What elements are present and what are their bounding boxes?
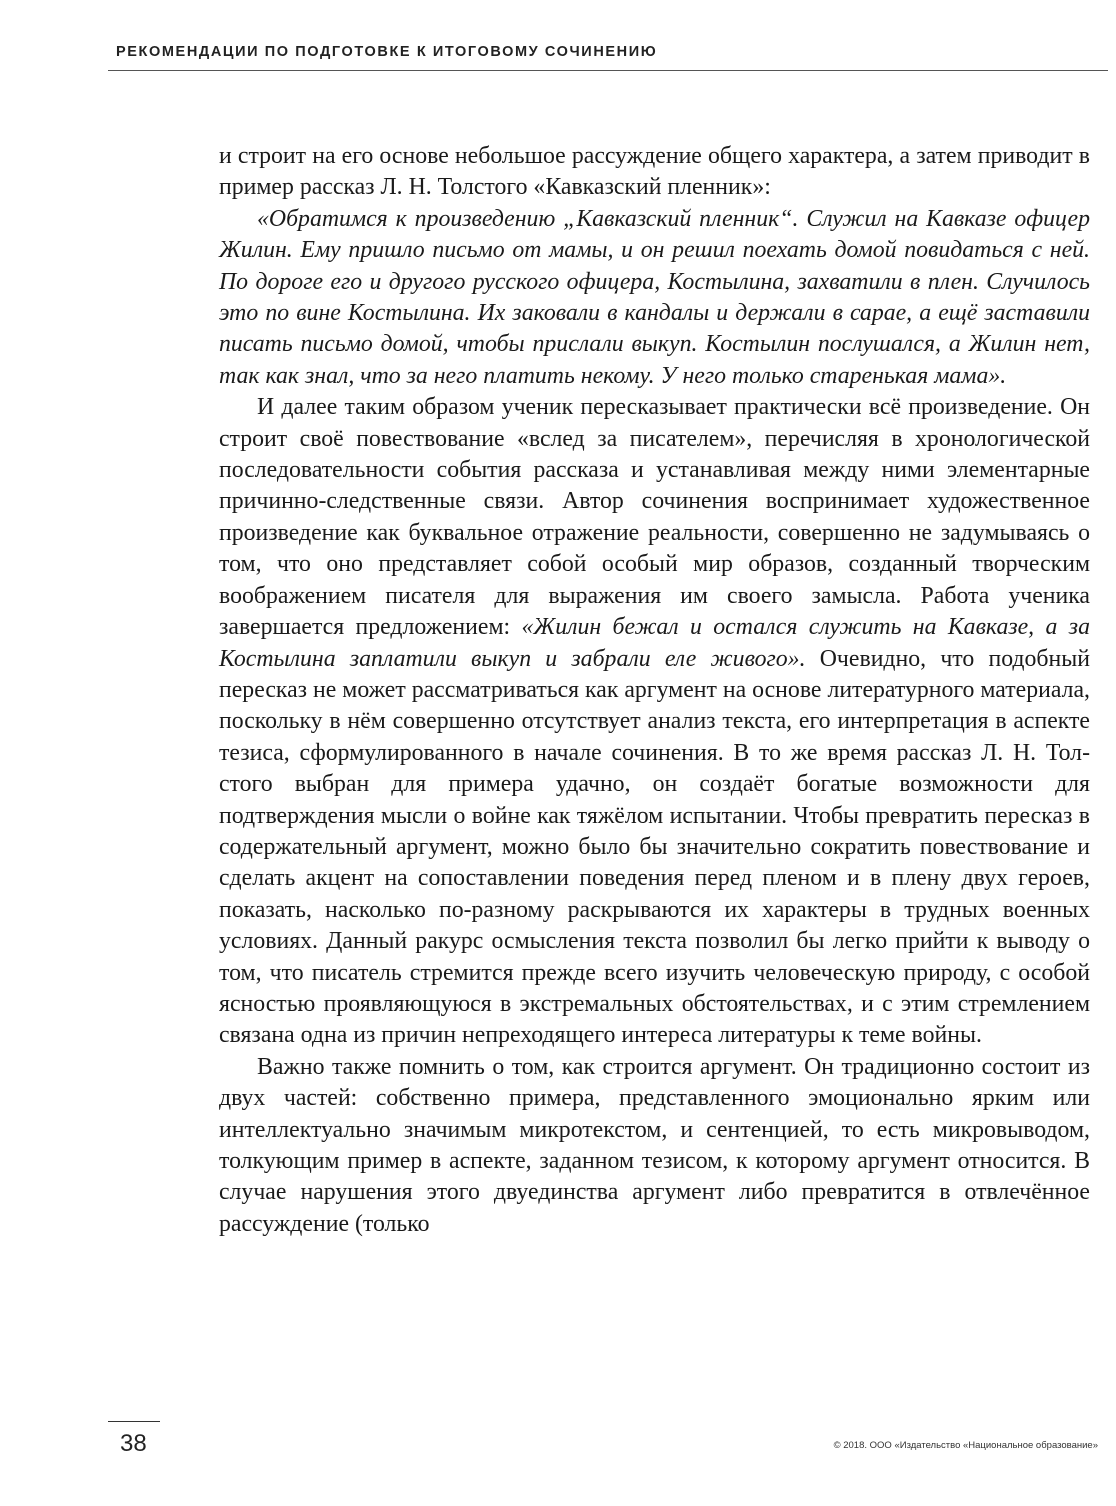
paragraph-argument-structure: Важно также помнить о том, как строится аргумент. Он традиционно состоит из двух частей: собственно примера, представленного эмоционально ярким или интеллектуально значимым микротекстом, и сентенцией, то есть микровыводом, толкующим пример в аспекте, заданном тезисом, к которому аргумент относится. В случае нарушения этого двуединства аргумент либо превратится в отвлечённое рассуждение (только [219,1053,1090,1237]
analysis-quote: «Жилин бежал и остался служить на Кавказе, а за Костылина заплатили выкуп и забрали еле живого». [219,614,1090,672]
paragraph-analysis [219,392,1090,1052]
main-text [219,141,1090,1240]
paragraph-student-quote: «Обратимся к произведению „Кавказский пленник“. Служил на Кавказе офицер Жилин. Ему пришло письмо от мамы, и он решил поехать домой повидаться с ней. По дороге его и другого русского офицера, Костылина, захватили в плен. Случилось это по вине Костылина. Их заковали в кандалы и держали в сарае, а ещё заставили писать письмо домой, чтобы прислали выкуп. Костылин послушался, а Жилин нет, так как знал, что за него платить некому. У него только старенькая мама». [219,205,1090,389]
copyright-notice: © 2018. ООО «Издательство «Национальное образование» [833,1440,1098,1451]
analysis-text-end: Очевидно, что подобный пересказ не может рассматриваться как аргумент на основе литературного материала, поскольку в нём совершенно отсутствует анализ текста, его интерпретация в аспекте тезиса, сформулированного в начале сочинения. В то же время рассказ Л. Н. Толстого выбран для примера удачно, он создаёт богатые возможности для подтверждения мысли о войне как тяжёлом испытании. Чтобы превратить пересказ в содержательный аргумент, можно было бы значительно сократить повествование и сделать акцент на сопоставлении поведения перед пленом и в плену двух героев, показать, насколько по-разному раскрываются их характеры в трудных военных условиях. Данный ракурс осмысления текста позволил бы легко прийти к выводу о том, что писатель стремится прежде всего изучить человеческую природу, с особой ясностью проявляющуюся в экстремальных обстоятельствах, и с этим стремлением связана одна из причин непреходящего интереса литературы к теме войны. [219,645,1090,1049]
running-title: РЕКОМЕНДАЦИИ ПО ПОДГОТОВКЕ К ИТОГОВОМУ СОЧИНЕНИЮ [116,44,658,60]
analysis-text-start: И далее таким образом ученик пересказывает практически всё произведение. Он строит своё повествование «вслед за писателем», перечисляя в хронологической последовательности события рассказа и устанавливая между ними элементарные причинно-следственные связи. Автор сочинения воспринимает художественное произведение как буквальное отражение реальности, совершенно не задумываясь о том, что оно представляет собой особый мир образов, созданный творческим воображением писателя для выражения им своего замысла. Работа ученика завершается предложением: [219,394,1090,641]
page-number: 38 [120,1430,147,1457]
paragraph-intro: и строит на его основе небольшое рассуждение общего характера, а затем приводит в пример рассказ Л. Н. Толстого «Кавказский пленник»: [219,143,1090,201]
footer-divider [108,1421,160,1422]
header-divider [108,70,1108,71]
